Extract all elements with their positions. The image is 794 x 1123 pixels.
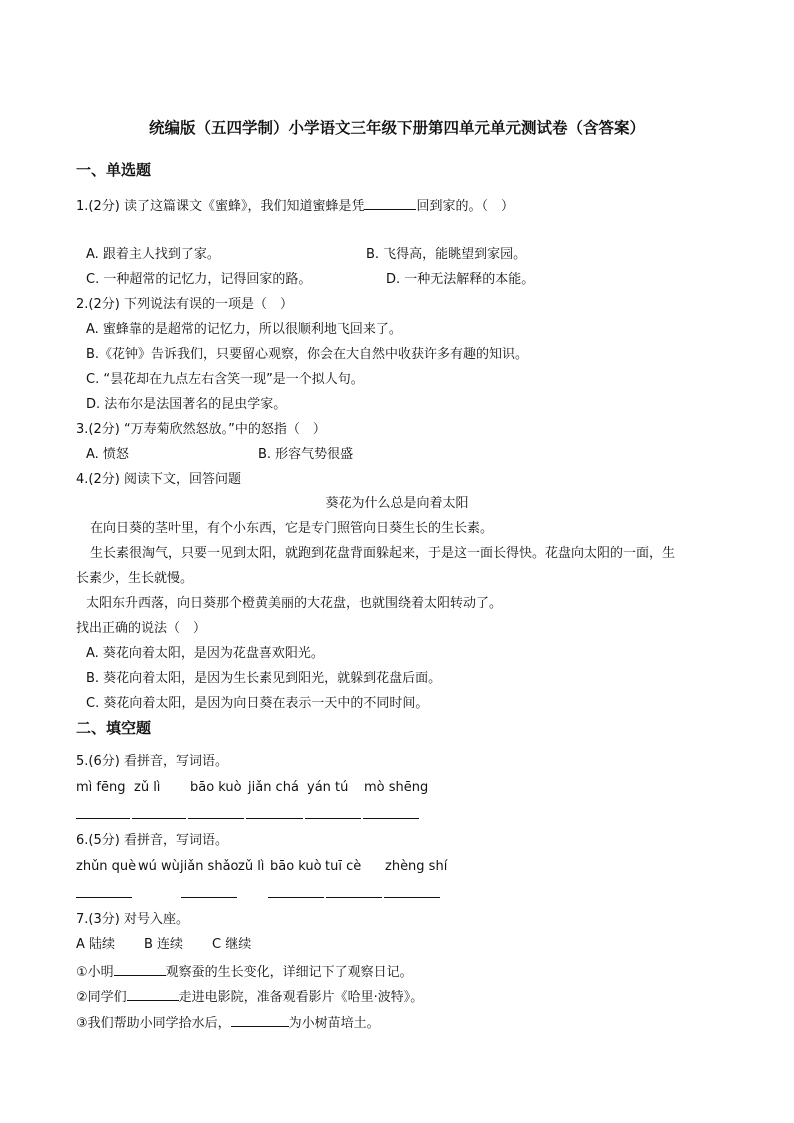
q4-option-b: B. 葵花向着太阳，是因为生长素见到阳光，就躲到花盘后面。 (86, 671, 442, 686)
q5-pinyin-2: zǔ lì (134, 780, 161, 795)
q4-passage-paragraph-1: 在向日葵的茎叶里，有个小东西，它是专门照管向日葵生长的生长素。 (90, 521, 494, 536)
section-heading-single-choice: 一、单选题 (76, 161, 152, 179)
q1-answer-blank (364, 197, 416, 210)
q7-item-1-blank (114, 963, 166, 976)
q2-option-a: A. 蜜蜂靠的是超常的记忆力，所以很顺利地飞回来了。 (86, 322, 402, 337)
q6-pinyin-4: zǔ lì (238, 859, 265, 874)
q6-blank-4 (326, 897, 382, 898)
document-title: 统编版（五四学制）小学语文三年级下册第四单元单元测试卷（含答案） (148, 119, 645, 137)
q7-item-2-part1: ②同学们 (76, 990, 127, 1005)
q4-passage-title: 葵花为什么总是向着太阳 (325, 496, 469, 511)
q7-stem: 7.(3分) 对号入座。 (76, 912, 189, 927)
q6-blank-1 (76, 897, 132, 898)
q7-item-2 (76, 988, 423, 1004)
q6-blank-5 (384, 897, 440, 898)
section-heading-fill-in: 二、填空题 (76, 719, 152, 737)
q4-passage-paragraph-3: 太阳东升西落，向日葵那个橙黄美丽的大花盘，也就围绕着太阳转动了。 (86, 596, 503, 611)
q2-stem: 2.(2分) 下列说法有误的一项是（ ） (76, 297, 293, 312)
q5-blank-1 (76, 818, 130, 819)
q4-question: 找出正确的说法（ ） (76, 621, 207, 636)
q7-item-2-blank (127, 988, 179, 1001)
q4-passage-paragraph-2-cont: 长素少，生长就慢。 (76, 571, 194, 586)
q1-option-c: C. 一种超常的记忆力，记得回家的路。 (86, 272, 312, 287)
q5-pinyin-4: jiǎn chá (248, 780, 299, 795)
q7-item-3 (76, 1014, 380, 1030)
q1-option-d: D. 一种无法解释的本能。 (386, 272, 535, 287)
q7-item-2-part2: 走进电影院，准备观看影片《哈里·波特》。 (178, 990, 424, 1005)
q7-option-b: B 连续 (144, 937, 184, 952)
q5-stem: 5.(6分) 看拼音，写词语。 (76, 754, 228, 769)
q1-option-b: B. 飞得高，能眺望到家园。 (366, 247, 527, 262)
q7-item-1-part1: ①小明 (76, 965, 114, 980)
q5-blank-6 (363, 818, 419, 819)
q3-option-a: A. 愤怒 (86, 447, 129, 462)
q5-blank-3 (188, 818, 244, 819)
q6-pinyin-7: zhèng shí (385, 859, 448, 874)
q2-option-b: B.《花钟》告诉我们，只要留心观察，你会在大自然中收获许多有趣的知识。 (86, 347, 529, 362)
q5-pinyin-6: mò shēng (364, 780, 429, 795)
q6-pinyin-3: jiǎn shǎo (180, 859, 239, 874)
q2-option-d: D. 法布尔是法国著名的昆虫学家。 (86, 397, 287, 412)
q1-stem-part2: 回到家的。（ ） (416, 199, 514, 214)
q7-item-3-part2: 为小树苗培土。 (288, 1016, 380, 1031)
q6-pinyin-6: tuī cè (325, 859, 362, 874)
q6-blank-3 (268, 897, 324, 898)
q1-stem-part1: 1.(2分) 读了这篇课文《蜜蜂》，我们知道蜜蜂是凭 (76, 199, 365, 214)
q5-blank-4 (246, 818, 303, 819)
q4-stem: 4.(2分) 阅读下文，回答问题 (76, 472, 241, 487)
q1-stem (76, 197, 514, 213)
q6-stem: 6.(5分) 看拼音，写词语。 (76, 833, 228, 848)
q6-blank-2 (181, 897, 237, 898)
q4-option-c: C. 葵花向着太阳，是因为向日葵在表示一天中的不同时间。 (86, 696, 429, 711)
q7-item-3-blank (231, 1014, 289, 1027)
q7-option-c: C 继续 (212, 937, 252, 952)
q7-option-a: A 陆续 (76, 937, 116, 952)
q7-item-1 (76, 963, 413, 979)
q1-option-a: A. 跟着主人找到了家。 (86, 247, 220, 262)
q4-passage-paragraph-2: 生长素很淘气，只要一见到太阳，就跑到花盘背面躲起来，于是这一面长得快。花盘向太阳的一面，生 (90, 546, 676, 561)
q6-pinyin-1: zhǔn què (76, 859, 137, 874)
q4-option-a: A. 葵花向着太阳，是因为花盘喜欢阳光。 (86, 646, 324, 661)
q3-stem: 3.(2分) “万寿菊欣然怒放。”中的怒指（ ） (76, 422, 326, 437)
q7-item-3-part1: ③我们帮助小同学拾水后， (76, 1016, 231, 1031)
q5-blank-5 (305, 818, 361, 819)
q2-option-c: C. “昙花却在九点左右含笑一现”是一个拟人句。 (86, 372, 364, 387)
q5-blank-2 (132, 818, 186, 819)
q6-pinyin-5: bāo kuò (270, 859, 322, 874)
q5-pinyin-5: yán tú (307, 780, 349, 795)
q6-pinyin-2: wú wù (138, 859, 180, 874)
q5-pinyin-3: bāo kuò (190, 780, 242, 795)
q5-pinyin-1: mì fēng (76, 780, 126, 795)
q3-option-b: B. 形容气势很盛 (258, 447, 354, 462)
q7-item-1-part2: 观察蚕的生长变化，详细记下了观察日记。 (165, 965, 413, 980)
